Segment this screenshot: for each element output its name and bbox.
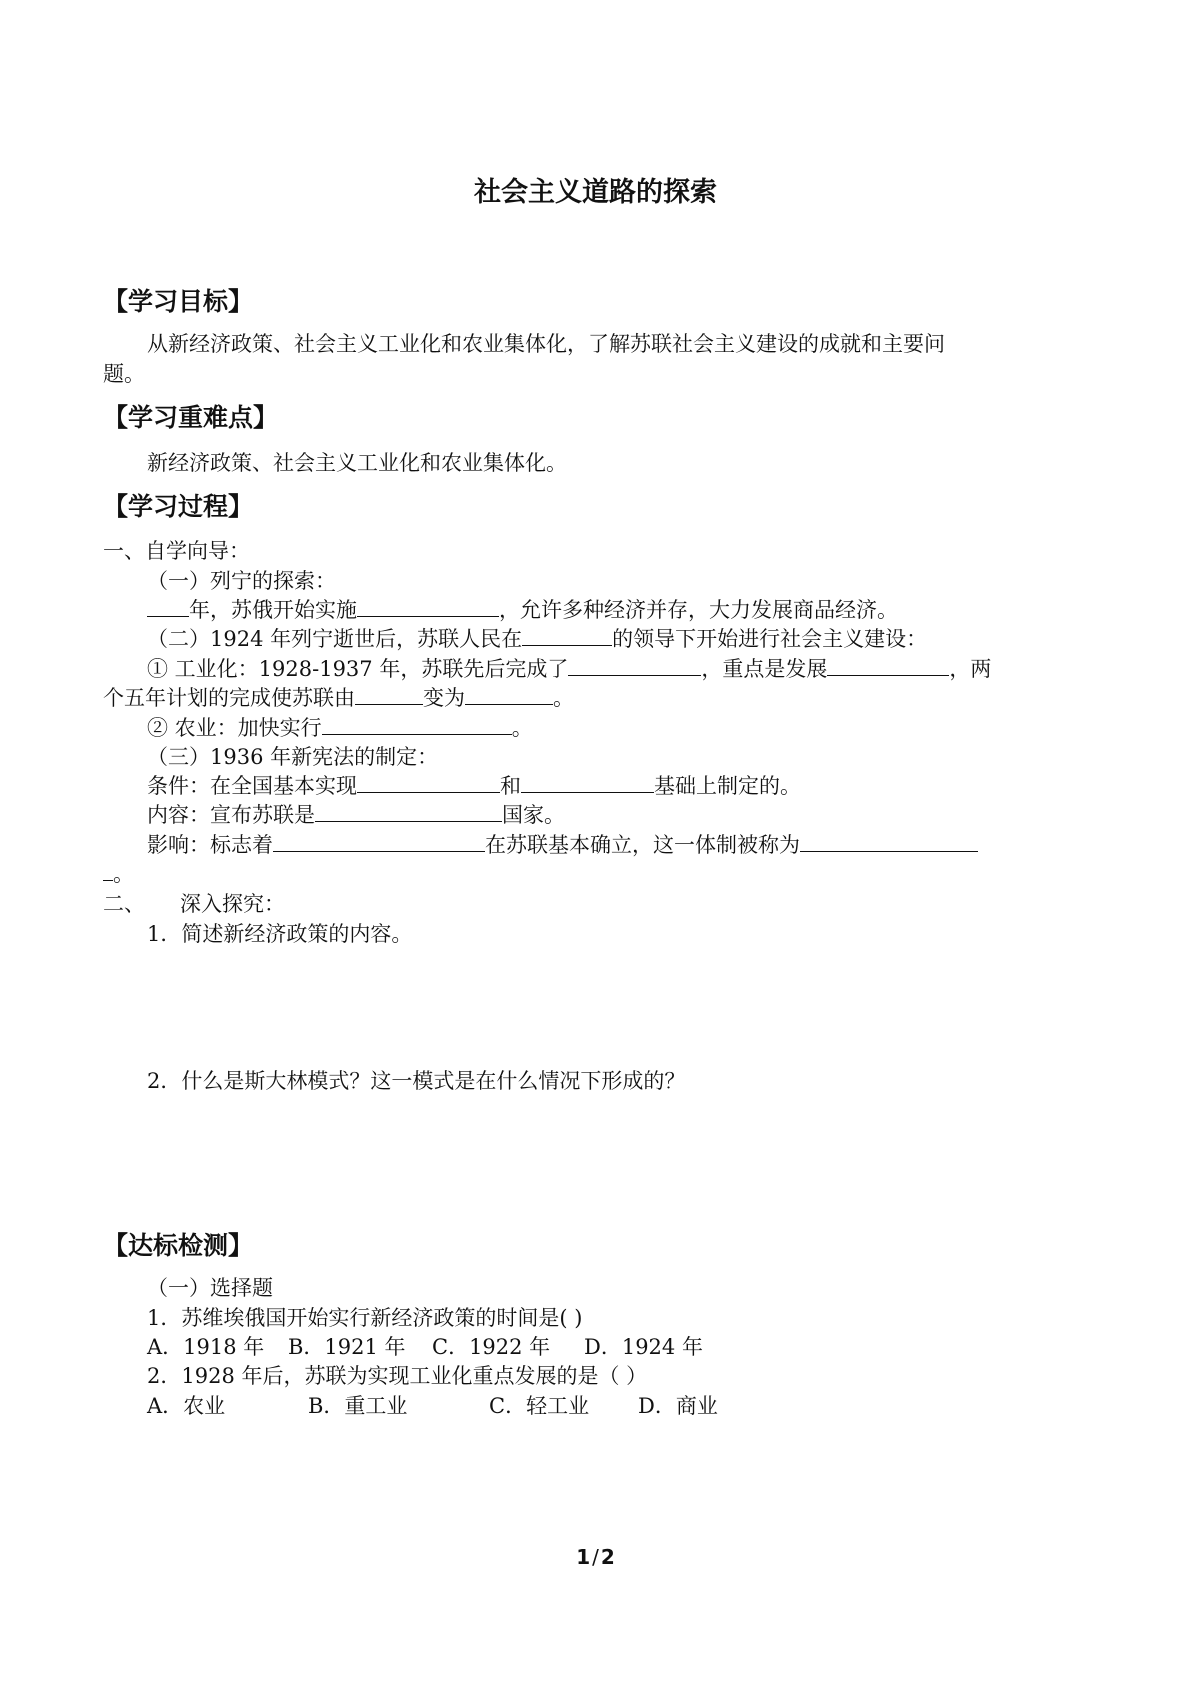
page-separator: / — [592, 1545, 599, 1569]
page-title: 社会主义道路的探索 — [474, 177, 717, 208]
fill-line-impact — [147, 829, 978, 859]
text-cond-b: 和 — [500, 774, 521, 798]
text-industry-b: ，重点是发展 — [701, 657, 828, 681]
objectives-line-2: 题。 — [103, 362, 145, 386]
blank-content[interactable] — [315, 801, 502, 822]
blank-agri[interactable] — [322, 714, 512, 735]
q2-option-a[interactable]: A．农业 — [147, 1394, 226, 1418]
blank-impact-2[interactable] — [800, 831, 978, 852]
text-cond-c: 基础上制定的。 — [654, 774, 801, 798]
fill-line-impact-end — [103, 858, 134, 888]
key-points-heading: 【学习重难点】 — [103, 403, 279, 432]
text-cont-b: 国家。 — [502, 803, 565, 827]
blank-plans[interactable] — [568, 655, 701, 676]
fill-line-nep — [147, 594, 898, 624]
text-agri-a: ② 农业：加快实行 — [147, 716, 322, 740]
page-current: 1 — [576, 1545, 591, 1569]
text-transform-c: 。 — [553, 686, 574, 710]
test-heading: 【达标检测】 — [103, 1231, 254, 1260]
q2-option-c[interactable]: C．轻工业 — [489, 1394, 590, 1418]
text-industry-c: ，两 — [949, 657, 992, 681]
process-heading: 【学习过程】 — [103, 492, 254, 521]
blank-cond-2[interactable] — [521, 772, 654, 793]
fill-line-content — [147, 799, 565, 829]
objectives-line-1: 从新经济政策、社会主义工业化和农业集体化，了解苏联社会主义建设的成就和主要问 — [147, 332, 945, 356]
self-study-title: 一、自学向导： — [103, 539, 250, 563]
blank-impact-1[interactable] — [273, 831, 485, 852]
blank-leader[interactable] — [522, 625, 612, 646]
test-subtitle: （一）选择题 — [147, 1276, 273, 1300]
q1-option-a[interactable]: A．1918 年 — [147, 1335, 265, 1359]
q1-option-b[interactable]: B．1921 年 — [288, 1335, 406, 1359]
text-construction: 的领导下开始进行社会主义建设： — [612, 627, 928, 651]
part2-number: 二、 — [103, 892, 145, 916]
blank-cond-1[interactable] — [357, 772, 500, 793]
text-cond-a: 条件：在全国基本实现 — [147, 774, 357, 798]
text-transform-b: 变为 — [423, 686, 465, 710]
q2-option-b[interactable]: B．重工业 — [308, 1394, 408, 1418]
part2-title: 深入探究： — [180, 892, 285, 916]
inquiry-question-1: 1．简述新经济政策的内容。 — [147, 922, 413, 946]
q2-option-d[interactable]: D．商业 — [638, 1394, 718, 1418]
test-question-2: 2．1928 年后，苏联为实现工业化重点发展的是（ ） — [147, 1364, 648, 1388]
text-imp-c: 。 — [113, 862, 134, 886]
fill-line-transformation — [103, 682, 574, 712]
fill-line-condition — [147, 770, 801, 800]
fill-line-leadership — [147, 623, 927, 653]
q1-option-d[interactable]: D．1924 年 — [584, 1335, 703, 1359]
q1-option-c[interactable]: C．1922 年 — [432, 1335, 551, 1359]
blank-impact-2-cont[interactable] — [103, 860, 113, 881]
text-imp-b: 在苏联基本确立，这一体制被称为 — [485, 833, 800, 857]
page-number — [0, 1545, 1191, 1569]
inquiry-question-2: 2．什么是斯大林模式？这一模式是在什么情况下形成的？ — [147, 1069, 686, 1093]
fill-line-industrialization — [147, 653, 991, 683]
text-nep-b: ，允许多种经济并存，大力发展商品经济。 — [499, 598, 898, 622]
text-imp-a: 影响：标志着 — [147, 833, 273, 857]
blank-from[interactable] — [355, 684, 423, 705]
text-industry-a: ① 工业化：1928-1937 年，苏联先后完成了 — [147, 657, 569, 681]
objectives-heading: 【学习目标】 — [103, 287, 254, 316]
text-nep-a: 年，苏俄开始实施 — [189, 598, 357, 622]
key-points-text: 新经济政策、社会主义工业化和农业集体化。 — [147, 451, 567, 475]
blank-year[interactable] — [147, 596, 189, 617]
text-cont-a: 内容：宣布苏联是 — [147, 803, 315, 827]
constitution-title: （三）1936 年新宪法的制定： — [147, 745, 439, 769]
text-transform-a: 个五年计划的完成使苏联由 — [103, 686, 355, 710]
test-question-1: 1．苏维埃俄国开始实行新经济政策的时间是( ) — [147, 1306, 583, 1330]
text-agri-b: 。 — [511, 716, 533, 740]
text-lenin-death: （二）1924 年列宁逝世后，苏联人民在 — [147, 627, 523, 651]
fill-line-agriculture — [147, 712, 533, 742]
page-total: 2 — [600, 1545, 615, 1569]
lenin-exploration-title: （一）列宁的探索： — [147, 569, 336, 593]
blank-policy[interactable] — [357, 596, 499, 617]
blank-focus[interactable] — [827, 655, 949, 676]
blank-to[interactable] — [465, 684, 553, 705]
